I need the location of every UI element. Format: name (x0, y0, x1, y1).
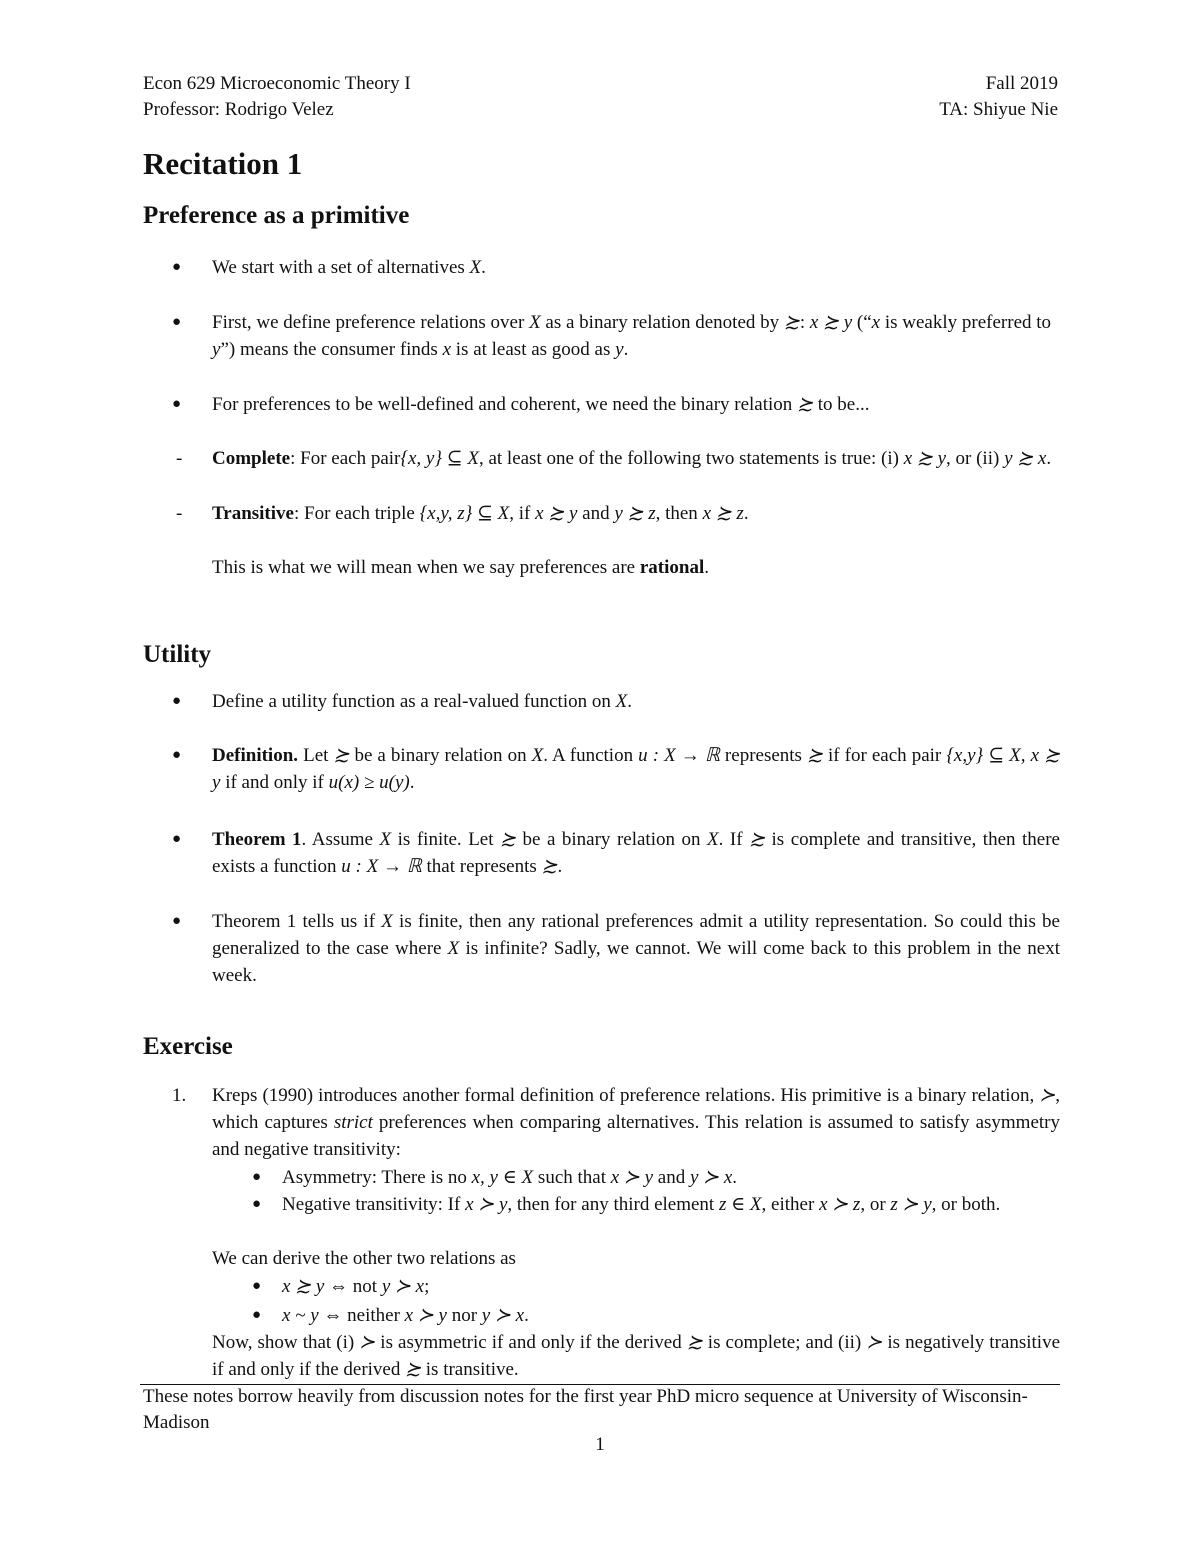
bullet-marker: ● (252, 1196, 262, 1212)
bullet-marker: ● (252, 1307, 262, 1323)
negative-transitivity-item: Negative transitivity: If x ≻ y, then for any third element z ∈ X, either x ≻ z, or z ≻ y, or both. (282, 1194, 1001, 1215)
bullet-coherence: For preferences to be well-defined and coherent, we need the binary relation ≿ to be... (212, 394, 870, 415)
bullet-theorem-remark: Theorem 1 tells us if X is finite, then any rational preferences admit a utility representation. So could this be generalized to the case where X is infinite? Sadly, we cannot. We will come back to this problem in the next week. (212, 911, 1060, 986)
section-heading-preference: Preference as a primitive (143, 202, 410, 229)
bullet-marker: ● (172, 693, 182, 709)
page-number: 1 (595, 1434, 605, 1455)
section-heading-utility: Utility (143, 641, 212, 668)
bullet-marker: ● (172, 259, 182, 275)
bullet-marker: ● (252, 1169, 262, 1185)
theorem-1: Theorem 1. Assume X is finite. Let ≿ be a binary relation on X. If ≿ is complete and transitive, then there exists a function u : X → ℝ that represents ≿. (212, 829, 1060, 877)
page-title: Recitation 1 (143, 146, 303, 181)
bullet-marker: ● (172, 913, 182, 929)
bullet-marker: ● (172, 831, 182, 847)
term: Fall 2019 (985, 73, 1058, 94)
derived-weak-preference: x ≿ y ⇔ not y ≻ x; (282, 1276, 430, 1297)
exercise-intro: Kreps (1990) introduces another formal definition of preference relations. His primitive is a binary relation, ≻, which captures strict preferences when comparing alternatives. This relation is assumed to satisfy asymmetry and negative transitivity: (212, 1085, 1060, 1160)
exercise-task: Now, show that (i) ≻ is asymmetric if and only if the derived ≿ is complete; and (ii) ≻ is negatively transitive if and only if the derived ≿ is transitive. (212, 1332, 1061, 1380)
dash-marker: - (176, 448, 183, 469)
professor: Professor: Rodrigo Velez (143, 99, 334, 120)
property-transitive: Transitive: For each triple {x,y, z} ⊆ X, if x ≿ y and y ≿ z, then x ≿ z. (212, 503, 749, 524)
derived-indifference: x ~ y ⇔ neither x ≻ y nor y ≻ x. (282, 1305, 529, 1326)
bullet-marker: ● (172, 396, 182, 412)
derive-statement: We can derive the other two relations as (212, 1248, 516, 1269)
section-heading-exercise: Exercise (143, 1033, 233, 1060)
bullet-preference-definition: First, we define preference relations over X as a binary relation denoted by ≿: x ≿ y (“x is weakly preferred to y”) means the consumer finds x is at least as good as y. (212, 312, 1052, 360)
course-title: Econ 629 Microeconomic Theory I (143, 73, 411, 94)
bullet-marker: ● (172, 314, 182, 330)
asymmetry-item: Asymmetry: There is no x, y ∈ X such that x ≻ y and y ≻ x. (282, 1167, 738, 1188)
bullet-alternatives: We start with a set of alternatives X. (212, 257, 486, 278)
bullet-marker: ● (252, 1278, 262, 1294)
bullet-marker: ● (172, 747, 182, 763)
dash-marker: - (176, 503, 183, 524)
bullet-utility-function: Define a utility function as a real-valued function on X. (212, 691, 632, 712)
exercise-number: 1. (172, 1085, 187, 1106)
footnote: These notes borrow heavily from discussion notes for the first year PhD micro sequence at University of Wisconsin-Madison (143, 1386, 1028, 1433)
teaching-assistant: TA: Shiyue Nie (939, 99, 1058, 120)
property-complete: Complete: For each pair{x, y} ⊆ X, at least one of the following two statements is true: (i) x ≿ y, or (ii) y ≿ x. (212, 448, 1052, 469)
rational-statement: This is what we will mean when we say preferences are rational. (212, 557, 710, 578)
definition-utility: Definition. Let ≿ be a binary relation on X. A function u : X → ℝ represents ≿ if for each pair {x,y} ⊆ X, x ≿ y if and only if u(x) ≥ u(y). (212, 745, 1060, 793)
